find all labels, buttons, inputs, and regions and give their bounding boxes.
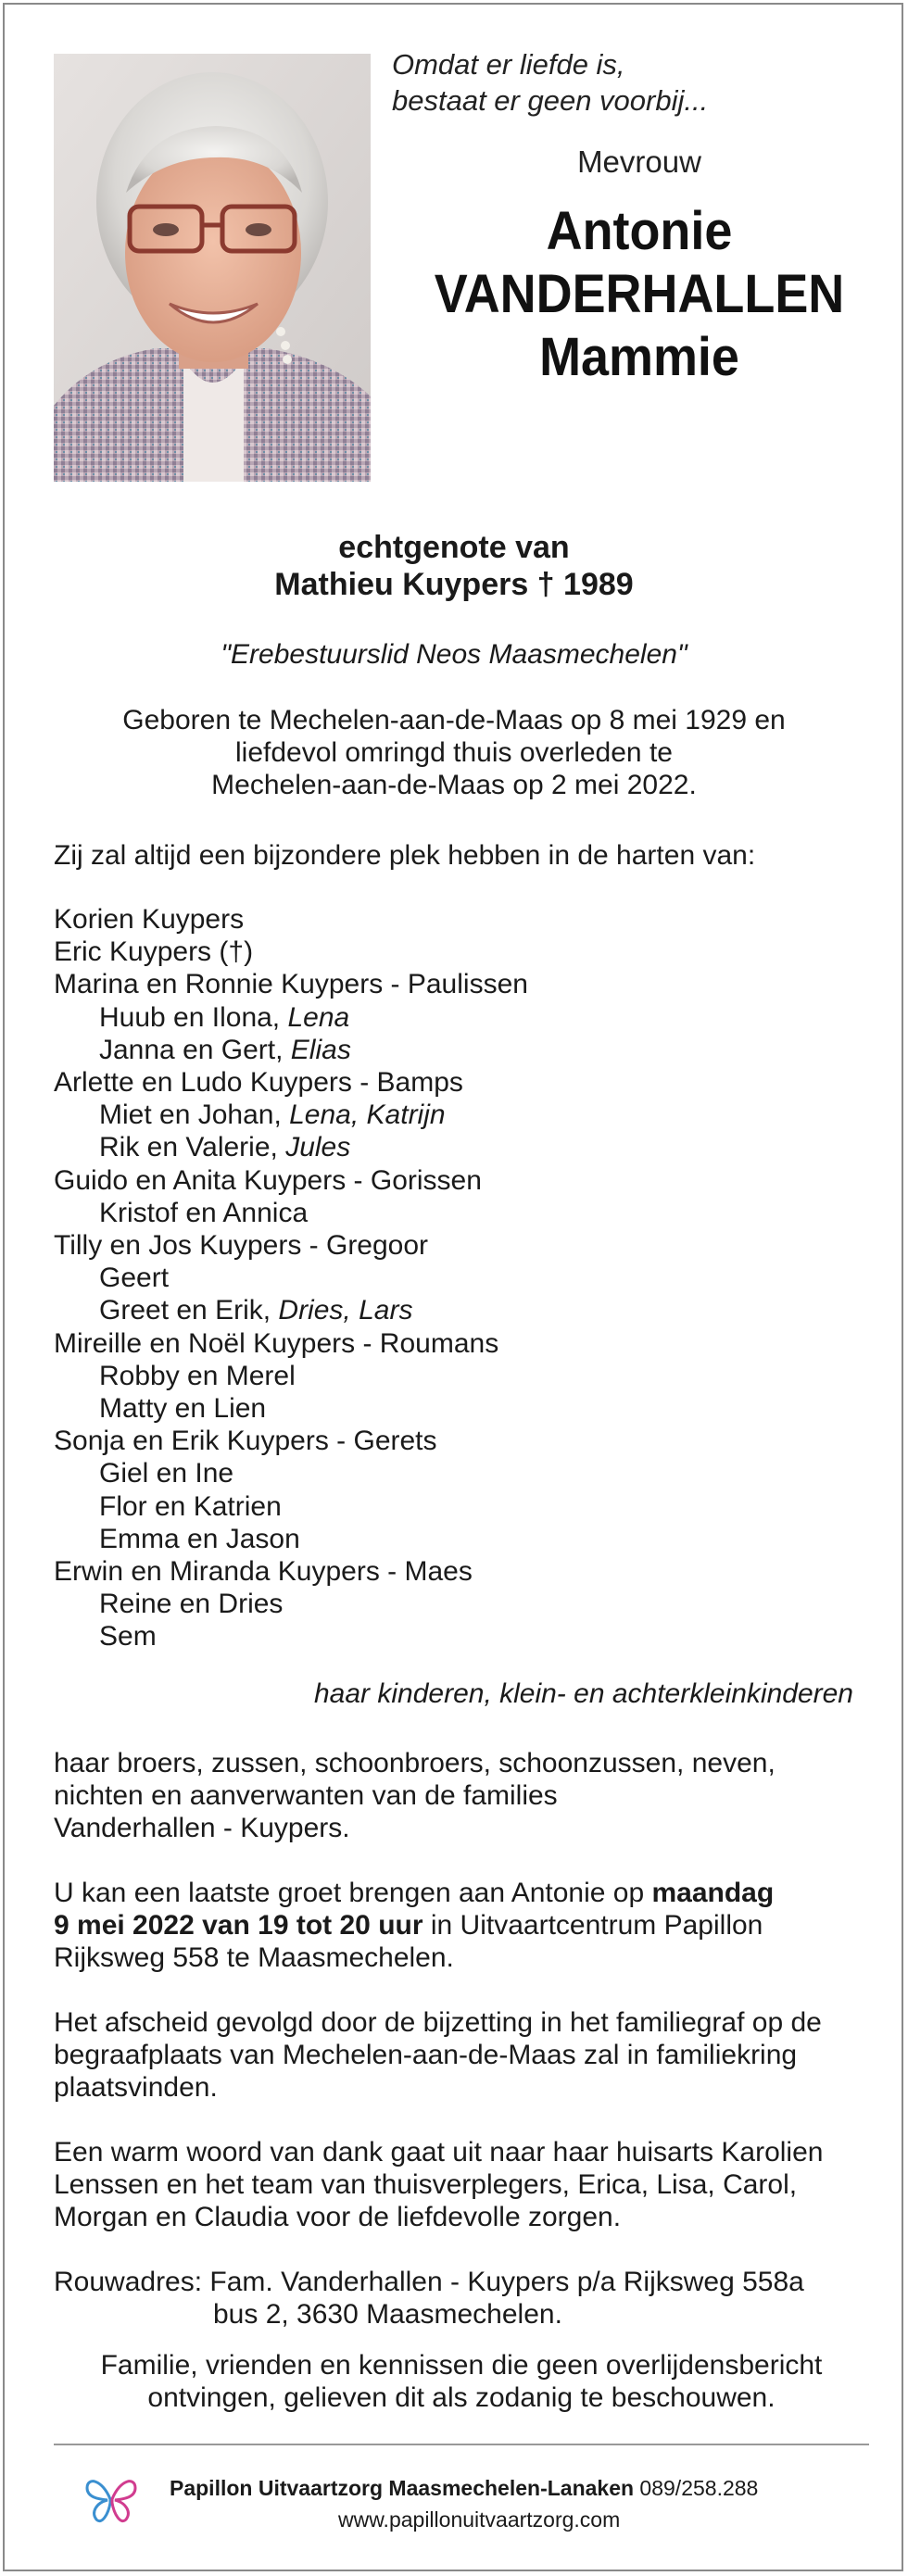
footer-divider <box>54 2444 869 2445</box>
quote-line: bestaat er geen voorbij... <box>392 84 709 117</box>
funeral-home-name: Papillon Uitvaartzorg Maasmechelen-Lanaken <box>170 2476 635 2500</box>
family-member-name: Mireille en Noël Kuypers - Roumans <box>54 1327 499 1359</box>
family-member-name: Miet en Johan, <box>99 1100 290 1131</box>
family-sub-member <box>54 1034 528 1066</box>
farewell-paragraph <box>54 2006 869 2104</box>
family-member <box>54 1164 528 1197</box>
family-sub-member <box>54 1620 528 1652</box>
text-line: Rijksweg 558 te Maasmechelen. <box>54 1942 454 1973</box>
text-line <box>54 1909 869 1941</box>
text-line: Familie, vrienden en kennissen die geen overlijdensbericht <box>100 2350 823 2381</box>
relatives-paragraph <box>54 1747 869 1844</box>
grandchildren-names: Elias <box>290 1034 351 1065</box>
text-line: Rouwadres: Fam. Vanderhallen - Kuypers p/a Rijksweg 558a <box>54 2267 804 2297</box>
family-sub-member <box>54 1392 528 1425</box>
family-member <box>54 903 528 936</box>
text-line: Geboren te Mechelen-aan-de-Maas op 8 mei 1929 en <box>122 705 786 735</box>
family-member-name: Robby en Merel <box>99 1360 296 1391</box>
family-member <box>54 1425 528 1457</box>
grandchildren-names: Jules <box>285 1132 351 1163</box>
family-list <box>54 903 528 1653</box>
family-member-name: Tilly en Jos Kuypers - Gregoor <box>54 1230 429 1262</box>
text-line: Mechelen-aan-de-Maas op 2 mei 2022. <box>211 770 697 800</box>
family-member-name: Arlette en Ludo Kuypers - Bamps <box>54 1067 463 1099</box>
family-member-name: Huub en Ilona, <box>99 1001 288 1033</box>
family-member-name: Giel en Ine <box>99 1458 234 1489</box>
family-sub-member <box>54 1457 528 1489</box>
family-sub-member <box>54 1294 528 1326</box>
family-sub-member <box>54 1099 528 1131</box>
family-member <box>54 1229 528 1262</box>
grandchildren-names: Dries, Lars <box>278 1295 413 1326</box>
text-line: bus 2, 3630 Maasmechelen. <box>213 2299 562 2330</box>
nickname: Mammie <box>539 327 739 387</box>
family-member-name: Sem <box>99 1621 157 1652</box>
funeral-home-website[interactable]: www.papillonuitvaartzorg.com <box>338 2507 621 2532</box>
visitation-paragraph <box>54 1877 869 1974</box>
opening-quote <box>392 46 889 119</box>
family-sub-member <box>54 1001 528 1034</box>
family-member-name: Marina en Ronnie Kuypers - Paulissen <box>54 969 528 1000</box>
honorific: Mevrouw <box>577 145 701 179</box>
text-line: Morgan en Claudia voor de liefdevolle zorgen. <box>54 2202 622 2232</box>
family-member-name: Geert <box>99 1263 170 1294</box>
children-caption: haar kinderen, klein- en achterkleinkinderen <box>313 1678 853 1709</box>
visit-pre: U kan een laatste groet brengen aan Antonie op <box>54 1878 652 1908</box>
text-line: plaatsvinden. <box>54 2072 218 2103</box>
text-line: haar broers, zussen, schoonbroers, schoonzussen, neven, <box>54 1748 776 1778</box>
family-sub-member <box>54 1490 528 1523</box>
family-member-name: Eric Kuypers (†) <box>54 936 254 968</box>
family-member-name: Janna en Gert, <box>99 1034 291 1065</box>
family-member-name: Korien Kuypers <box>54 904 245 935</box>
family-member <box>54 968 528 1000</box>
family-member-name: Erwin en Miranda Kuypers - Maes <box>54 1556 473 1588</box>
family-member <box>54 1066 528 1099</box>
visit-location: in Uitvaartcentrum Papillon <box>422 1910 763 1941</box>
family-member <box>54 936 528 968</box>
family-member-name: Kristof en Annica <box>99 1197 309 1228</box>
spouse-line: echtgenote van <box>338 530 570 565</box>
family-sub-member <box>54 1197 528 1229</box>
text-line: Lenssen en het team van thuisverplegers, Erica, Lisa, Carol, <box>54 2169 798 2200</box>
funeral-home-phone: 089/258.288 <box>634 2476 759 2500</box>
header-block <box>389 46 889 389</box>
family-member <box>54 1555 528 1588</box>
grandchildren-names: Lena <box>287 1001 350 1033</box>
honorary-title: "Erebestuurslid Neos Maasmechelen" <box>221 639 687 670</box>
funeral-home <box>170 2476 758 2501</box>
family-member-name: Reine en Dries <box>99 1589 284 1620</box>
family-sub-member <box>54 1262 528 1294</box>
visit-datetime: 9 mei 2022 van 19 tot 20 uur <box>54 1910 423 1941</box>
family-member <box>54 1327 528 1360</box>
text-line: begraafplaats van Mechelen-aan-de-Maas zal in familiekring <box>54 2040 798 2070</box>
spouse-name: Mathieu Kuypers † 1989 <box>274 567 634 602</box>
mourning-address <box>54 2266 869 2331</box>
text-line: liefdevol omringd thuis overleden te <box>235 737 673 768</box>
family-member-name: Greet en Erik, <box>99 1295 279 1326</box>
portrait-photo <box>54 54 371 482</box>
family-member-name: Guido en Anita Kuypers - Gorissen <box>54 1164 482 1196</box>
butterfly-icon <box>83 2471 139 2527</box>
text-line <box>54 1877 869 1909</box>
deceased-name <box>389 200 889 389</box>
last-name: VANDERHALLEN <box>434 264 845 324</box>
family-intro: Zij zal altijd een bijzondere plek hebben in de harten van: <box>54 840 756 871</box>
grandchildren-names: Lena, Katrijn <box>289 1100 446 1131</box>
family-sub-member <box>54 1360 528 1392</box>
text-line: nichten en aanverwanten van de families <box>54 1780 558 1811</box>
family-member-name: Sonja en Erik Kuypers - Gerets <box>54 1426 437 1457</box>
text-line: ontvingen, gelieven dit als zodanig te beschouwen. <box>147 2382 776 2413</box>
visit-day: maandag <box>651 1878 775 1908</box>
family-sub-member <box>54 1588 528 1620</box>
family-sub-member <box>54 1523 528 1555</box>
text-line: Het afscheid gevolgd door de bijzetting in het familiegraf op de <box>54 2007 822 2038</box>
family-member-name: Emma en Jason <box>99 1523 300 1554</box>
family-member-name: Matty en Lien <box>99 1393 267 1425</box>
birth-death-text <box>37 704 871 801</box>
text-line: Een warm woord van dank gaat uit naar haar huisarts Karolien <box>54 2137 824 2168</box>
family-member-name: Flor en Katrien <box>99 1490 282 1522</box>
quote-line: Omdat er liefde is, <box>392 48 625 81</box>
notice-paragraph <box>54 2349 869 2414</box>
thanks-paragraph <box>54 2136 869 2233</box>
family-sub-member <box>54 1131 528 1163</box>
family-member-name: Rik en Valerie, <box>99 1132 286 1163</box>
text-line: Vanderhallen - Kuypers. <box>54 1813 350 1843</box>
first-name: Antonie <box>546 201 733 261</box>
